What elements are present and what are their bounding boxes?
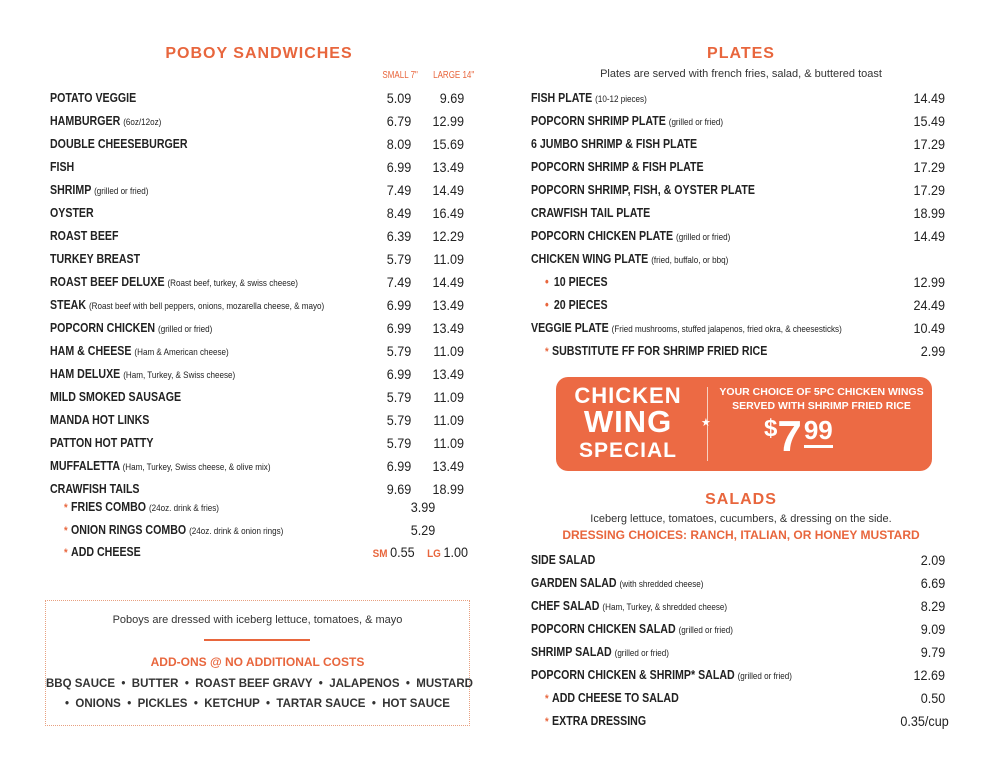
addons-box — [45, 600, 473, 726]
item-name: DOUBLE CHEESEBURGER — [50, 137, 188, 151]
menu-item — [531, 226, 949, 246]
menu-item — [531, 318, 949, 338]
item-name: STEAK (Roast beef with bell peppers, onions, mozarella cheese, & mayo) — [50, 298, 325, 312]
menu-item — [50, 387, 470, 407]
item-name: PATTON HOT PATTY — [50, 436, 154, 450]
item-note: (Ham, Turkey, & Swiss cheese) — [123, 370, 236, 381]
menu-item — [531, 711, 949, 731]
salads-subtitle: Iceberg lettuce, tomatoes, cucumbers, & dressing on the side. — [590, 513, 892, 525]
item-name: GARDEN SALAD (with shredded cheese) — [531, 576, 704, 590]
item-name: POPCORN CHICKEN SALAD (grilled or fried) — [531, 622, 733, 636]
price-small: 6.99 — [386, 458, 411, 474]
item-name: SHRIMP SALAD (grilled or fried) — [531, 645, 669, 659]
menu-item — [50, 318, 470, 338]
menu-item — [50, 433, 470, 453]
item-name: POPCORN SHRIMP PLATE (grilled or fried) — [531, 114, 724, 128]
asterisk: * — [545, 693, 549, 705]
item-name: • 10 PIECES — [545, 275, 608, 289]
price-small: 9.69 — [386, 481, 411, 497]
price-cents: 99 — [804, 415, 833, 448]
menu-item — [50, 111, 470, 131]
menu-item — [531, 157, 949, 177]
item-note: (grilled or fried) — [94, 186, 149, 197]
menu-item — [50, 134, 470, 154]
price: 14.49 — [913, 90, 945, 106]
menu-item — [50, 341, 470, 361]
price-large: 13.49 — [432, 366, 464, 382]
menu-item — [531, 573, 949, 593]
menu-item — [50, 272, 470, 292]
item-name: CHICKEN WING PLATE (fried, buffalo, or bbq) — [531, 252, 729, 266]
item-note: (Ham & American cheese) — [134, 347, 229, 358]
price-large: 13.49 — [432, 458, 464, 474]
price-large: 11.09 — [433, 389, 464, 405]
menu-item — [50, 542, 470, 562]
price-large: 18.99 — [432, 481, 464, 497]
item-name: HAMBURGER (6oz/12oz) — [50, 114, 162, 128]
item-name: POPCORN CHICKEN & SHRIMP* SALAD (grilled or fried) — [531, 668, 792, 682]
item-note: (grilled or fried) — [676, 232, 731, 243]
item-name: * FRIES COMBO (24oz. drink & fries) — [64, 500, 219, 514]
item-name: MANDA HOT LINKS — [50, 413, 150, 427]
price-small: 5.09 — [386, 90, 411, 106]
price: 2.09 — [920, 552, 945, 568]
price-large: 13.49 — [432, 320, 464, 336]
item-name: FISH PLATE (10-12 pieces) — [531, 91, 647, 105]
price-large: 11.09 — [433, 412, 464, 428]
asterisk: * — [545, 716, 549, 728]
menu-item — [531, 134, 949, 154]
price-large: 12.29 — [432, 228, 464, 244]
item-note: (grilled or fried) — [614, 648, 669, 659]
item-name: • 20 PIECES — [545, 298, 608, 312]
price: 2.99 — [920, 343, 945, 359]
item-name: POTATO VEGGIE — [50, 91, 137, 105]
addons-line2: • ONIONS • PICKLES • KETCHUP • TARTAR SAUCE • HOT SAUCE — [65, 698, 450, 710]
price-small: 6.99 — [386, 320, 411, 336]
item-name: VEGGIE PLATE (Fried mushrooms, stuffed jalapenos, fried okra, & cheesesticks) — [531, 321, 842, 335]
asterisk: * — [64, 502, 68, 514]
item-name: CRAWFISH TAIL PLATE — [531, 206, 651, 220]
price-small: 8.09 — [386, 136, 411, 152]
price-large: 11.09 — [433, 435, 464, 451]
plates-title: PLATES — [707, 45, 775, 62]
menu-item — [531, 665, 949, 685]
price-large: 9.69 — [439, 90, 464, 106]
price: 8.29 — [920, 598, 945, 614]
price-small: 8.49 — [386, 205, 411, 221]
menu-item — [531, 272, 949, 292]
item-name: SHRIMP (grilled or fried) — [50, 183, 149, 197]
price: 3.99 — [410, 499, 435, 515]
menu-item — [531, 550, 949, 570]
item-name: POPCORN SHRIMP, FISH, & OYSTER PLATE — [531, 183, 755, 197]
dressing-choices: DRESSING CHOICES: RANCH, ITALIAN, OR HONEY MUSTARD — [562, 528, 920, 542]
bullet: • — [545, 298, 549, 312]
menu-item — [531, 619, 949, 639]
sm-label: SM — [372, 548, 388, 560]
price-large: 14.49 — [432, 274, 464, 290]
menu-item — [50, 203, 470, 223]
sm-price: 0.55 — [390, 544, 422, 560]
price-large: 15.69 — [432, 136, 464, 152]
item-note: (fried, buffalo, or bbq) — [651, 255, 729, 266]
price-small: 7.49 — [386, 274, 411, 290]
addons-title: ADD-ONS @ NO ADDITIONAL COSTS — [150, 655, 365, 669]
price: 6.69 — [920, 575, 945, 591]
item-note: (grilled or fried) — [678, 625, 733, 636]
price-small: 5.79 — [386, 389, 411, 405]
menu-item — [531, 249, 949, 269]
price-small: 5.79 — [386, 435, 411, 451]
item-note: (Roast beef, turkey, & swiss cheese) — [167, 278, 298, 289]
item-name: FISH — [50, 160, 75, 174]
item-note: (24oz. drink & onion rings) — [189, 526, 284, 537]
item-note: (10-12 pieces) — [595, 94, 647, 105]
dressed-note: Poboys are dressed with iceberg lettuce, tomatoes, & mayo — [112, 614, 403, 626]
item-note: (Roast beef with bell peppers, onions, mozarella cheese, & mayo) — [88, 301, 325, 312]
special-l1: CHICKEN — [574, 383, 682, 408]
price-small: 5.79 — [386, 412, 411, 428]
item-note: (grilled or fried) — [668, 117, 724, 128]
menu-item — [50, 364, 470, 384]
item-name: CRAWFISH TAILS — [50, 482, 140, 496]
price-small: 5.79 — [386, 251, 411, 267]
menu-item — [531, 341, 949, 361]
price: 0.35/cup — [900, 713, 949, 729]
price: 9.09 — [920, 621, 945, 637]
price-large: 11.09 — [433, 343, 464, 359]
menu-item — [50, 456, 470, 476]
menu-item — [50, 479, 470, 499]
price-large: 12.99 — [432, 113, 464, 129]
menu-item — [50, 497, 470, 517]
price: 12.99 — [913, 274, 945, 290]
menu-item — [50, 88, 470, 108]
menu-item — [50, 295, 470, 315]
item-name: ROAST BEEF DELUXE (Roast beef, turkey, & swiss cheese) — [50, 275, 298, 289]
item-note: (grilled or fried) — [158, 324, 213, 335]
price: 5.29 — [410, 522, 435, 538]
menu-item — [531, 295, 949, 315]
item-name: HAM DELUXE (Ham, Turkey, & Swiss cheese) — [50, 367, 236, 381]
star-icon: ★ — [701, 417, 711, 429]
menu-item — [50, 180, 470, 200]
price: 17.29 — [913, 159, 945, 175]
special-desc2: SERVED WITH SHRIMP FRIED RICE — [732, 400, 911, 412]
item-name: POPCORN SHRIMP & FISH PLATE — [531, 160, 704, 174]
menu-item — [531, 111, 949, 131]
item-name: SIDE SALAD — [531, 553, 596, 567]
special-price — [764, 412, 833, 461]
price-small: 6.99 — [386, 297, 411, 313]
add-cheese-prices — [373, 542, 468, 564]
menu-item — [50, 520, 470, 540]
price-small: 5.79 — [386, 343, 411, 359]
menu-item — [531, 203, 949, 223]
price-large: 13.49 — [432, 159, 464, 175]
price-large: 13.49 — [432, 297, 464, 313]
menu-item — [50, 157, 470, 177]
price-small: 7.49 — [386, 182, 411, 198]
menu-item — [50, 226, 470, 246]
lg-price: 1.00 — [443, 544, 468, 560]
lg-label: LG — [427, 548, 441, 560]
price: 12.69 — [913, 667, 945, 683]
menu-item — [531, 88, 949, 108]
chicken-wing-special-banner — [556, 377, 932, 471]
item-note: (with shredded cheese) — [619, 579, 704, 590]
item-note: (6oz/12oz) — [123, 117, 162, 128]
item-name: MILD SMOKED SAUSAGE — [50, 390, 182, 404]
col-large-header: LARGE 14" — [433, 70, 475, 81]
price: 18.99 — [913, 205, 945, 221]
price: 0.50 — [920, 690, 945, 706]
plates-subtitle: Plates are served with french fries, salad, & buttered toast — [600, 68, 882, 80]
addons-line1: BBQ SAUCE • BUTTER • ROAST BEEF GRAVY • JALAPENOS • MUSTARD — [46, 678, 473, 690]
menu-item — [531, 596, 949, 616]
salads-title: SALADS — [705, 491, 777, 508]
item-name: MUFFALETTA (Ham, Turkey, Swiss cheese, & olive mix) — [50, 459, 271, 473]
item-name: 6 JUMBO SHRIMP & FISH PLATE — [531, 137, 698, 151]
price: 17.29 — [913, 182, 945, 198]
asterisk: * — [64, 525, 68, 537]
item-name: POPCORN CHICKEN PLATE (grilled or fried) — [531, 229, 731, 243]
item-note: (Ham, Turkey, Swiss cheese, & olive mix) — [122, 462, 271, 473]
item-note: (grilled or fried) — [737, 671, 792, 682]
price: 15.49 — [913, 113, 945, 129]
special-l2: WING — [583, 404, 673, 439]
item-name: ROAST BEEF — [50, 229, 119, 243]
item-name: POPCORN CHICKEN (grilled or fried) — [50, 321, 213, 335]
divider — [204, 639, 310, 641]
item-note: (Ham, Turkey, & shredded cheese) — [602, 602, 728, 613]
price: 24.49 — [913, 297, 945, 313]
poboy-title: POBOY SANDWICHES — [165, 45, 353, 62]
price-small: 6.99 — [386, 366, 411, 382]
item-name: * EXTRA DRESSING — [545, 714, 647, 728]
special-desc1: YOUR CHOICE OF 5PC CHICKEN WINGS — [719, 386, 924, 398]
price-dollar: $ — [764, 415, 778, 442]
price-large: 11.09 — [433, 251, 464, 267]
price: 14.49 — [913, 228, 945, 244]
price: 10.49 — [913, 320, 945, 336]
menu-item — [531, 180, 949, 200]
item-note: (Fried mushrooms, stuffed jalapenos, fried okra, & cheesesticks) — [611, 324, 842, 335]
item-name: * ADD CHEESE TO SALAD — [545, 691, 679, 705]
price-small: 6.79 — [386, 113, 411, 129]
bullet: • — [545, 275, 549, 289]
asterisk: * — [545, 346, 549, 358]
menu-item — [50, 249, 470, 269]
menu-item — [531, 688, 949, 708]
item-name: * ONION RINGS COMBO (24oz. drink & onion rings) — [64, 523, 284, 537]
menu-item — [531, 642, 949, 662]
col-small-header: SMALL 7" — [382, 70, 418, 81]
special-l3: SPECIAL — [578, 439, 677, 462]
item-name: * ADD CHEESE — [64, 545, 141, 559]
price: 17.29 — [913, 136, 945, 152]
item-name: CHEF SALAD (Ham, Turkey, & shredded cheese) — [531, 599, 728, 613]
price-small: 6.99 — [386, 159, 411, 175]
item-name: TURKEY BREAST — [50, 252, 141, 266]
price-small: 6.39 — [386, 228, 411, 244]
price: 9.79 — [920, 644, 945, 660]
item-note: (24oz. drink & fries) — [148, 503, 219, 514]
price-large: 16.49 — [432, 205, 464, 221]
asterisk: * — [64, 547, 68, 559]
price-whole: 7 — [777, 412, 802, 461]
item-name: * SUBSTITUTE FF FOR SHRIMP FRIED RICE — [545, 344, 768, 358]
item-name: HAM & CHEESE (Ham & American cheese) — [50, 344, 229, 358]
menu-item — [50, 410, 470, 430]
price-large: 14.49 — [432, 182, 464, 198]
item-name: OYSTER — [50, 206, 94, 220]
